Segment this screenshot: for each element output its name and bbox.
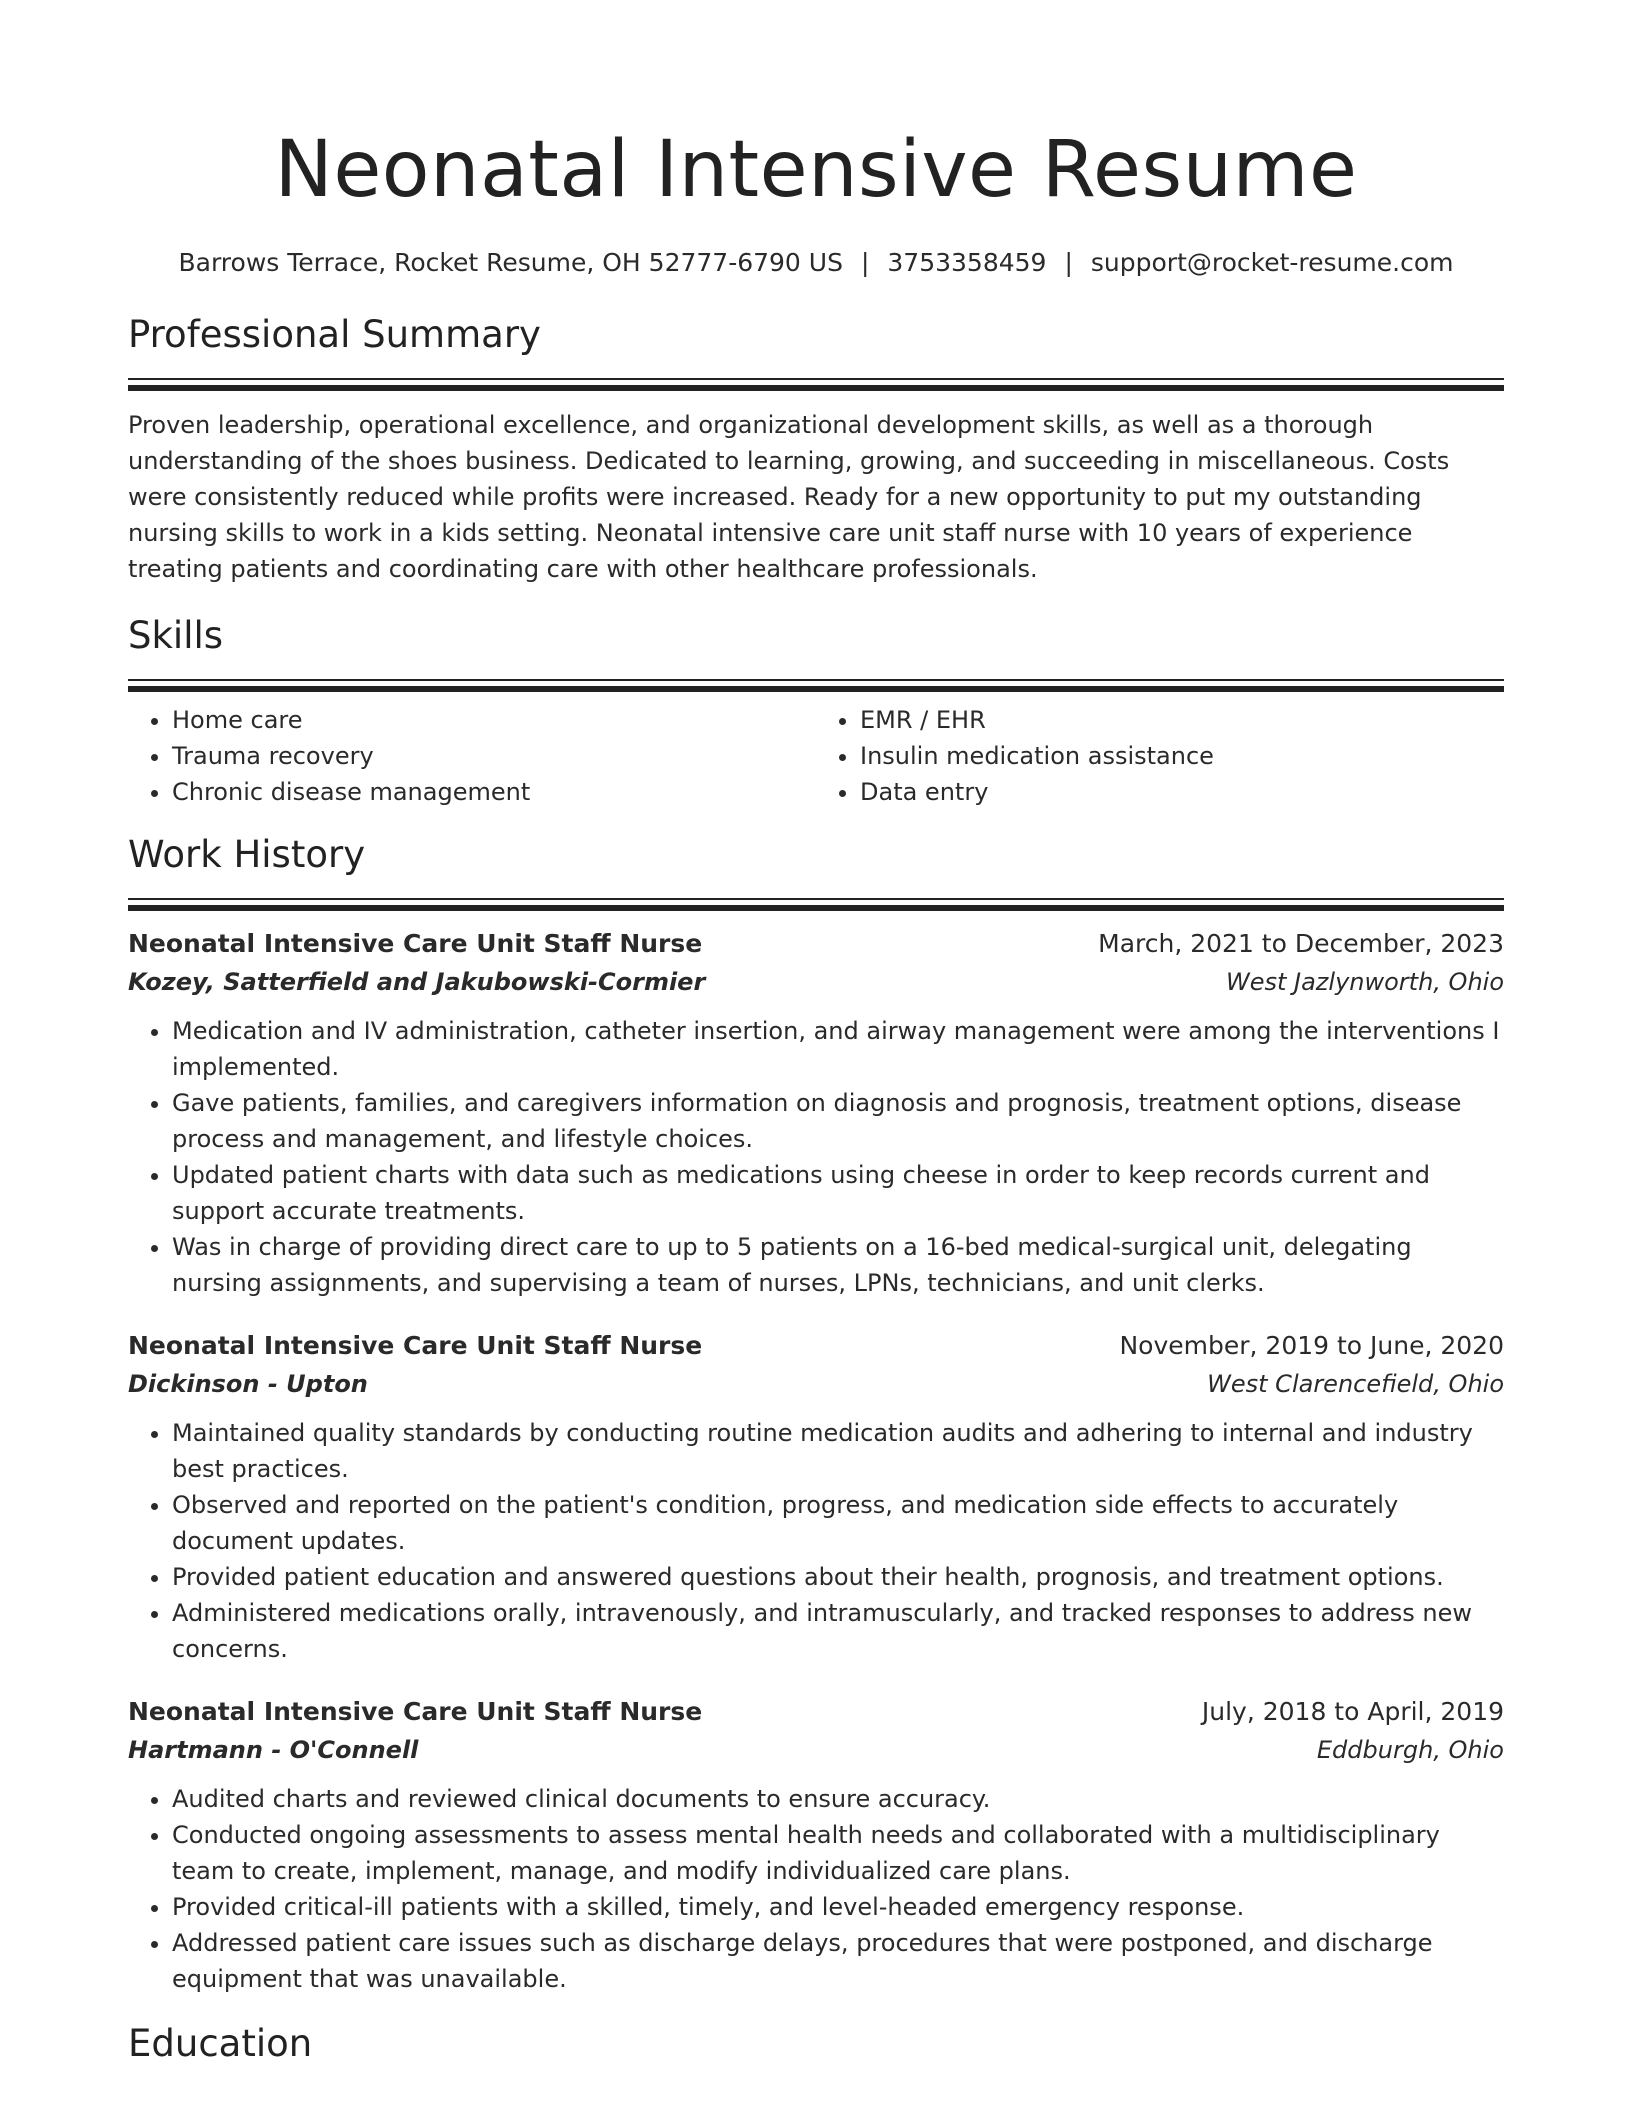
skills-column-left: [128, 702, 816, 810]
skills-section: [128, 611, 1504, 810]
skills-column-right: [816, 702, 1504, 810]
job-bullet: • Provided critical-ill patients with a skilled, timely, and level-headed emergency response.: [172, 1889, 1504, 1925]
summary-text: Proven leadership, operational excellence, and organizational development skills, as well as a thorough understanding of the shoes business. Dedicated to learning, growing, and succeeding in miscellaneous. Costs were consistently reduced while profits were increased. Ready for a new opportunity to put my outstanding nursing skills to work in a kids setting. Neonatal intensive care unit staff nurse with 10 years of experience treating patients and coordinating care with other healthcare professionals.: [128, 411, 1450, 583]
job-company: Hartmann - O'Connell: [128, 1736, 419, 1764]
section-title-education: Education: [128, 2022, 313, 2065]
resume-name: Neonatal Intensive Resume: [274, 125, 1358, 215]
job-entry: [128, 1693, 1504, 1997]
job-location: West Jazlynworth, Ohio: [1225, 968, 1504, 996]
contact-email: support@rocket-resume.com: [1090, 248, 1454, 277]
contact-line: [128, 246, 1504, 280]
contact-separator: |: [860, 248, 870, 277]
contact-separator: |: [1064, 248, 1073, 277]
job-bullet: • Medication and IV administration, catheter insertion, and airway management were among the interventions I implemented.: [172, 1013, 1504, 1085]
job-company-row: [128, 1731, 1504, 1769]
job-title: Neonatal Intensive Care Unit Staff Nurse: [128, 1697, 703, 1726]
job-location: West Clarencefield, Ohio: [1207, 1370, 1504, 1398]
skill-item: • Chronic disease management: [172, 774, 816, 810]
job-bullet: • Addressed patient care issues such as discharge delays, procedures that were postponed, and discharge equipment that was unavailable.: [172, 1925, 1504, 1997]
summary-section: [128, 310, 1504, 587]
job-bullet: • Gave patients, families, and caregivers information on diagnosis and prognosis, treatment options, disease process and management, and lifestyle choices.: [172, 1085, 1504, 1157]
skills-list: [128, 702, 1504, 810]
section-divider: [128, 679, 1504, 681]
job-bullets: [128, 1781, 1504, 1997]
skill-item: • Insulin medication assistance: [860, 738, 1504, 774]
job-header-row: [128, 1693, 1504, 1731]
job-entry: [128, 925, 1504, 1301]
skill-item: • EMR / EHR: [860, 702, 1504, 738]
job-bullet: • Observed and reported on the patient's condition, progress, and medication side effects to accurately document updates.: [172, 1487, 1504, 1559]
job-dates: March, 2021 to December, 2023: [1098, 929, 1504, 958]
job-header-row: [128, 925, 1504, 963]
job-bullet: • Updated patient charts with data such as medications using cheese in order to keep records current and support accurate treatments.: [172, 1157, 1504, 1229]
section-divider-thick: [128, 905, 1504, 911]
section-divider-thick: [128, 686, 1504, 692]
section-title-skills: Skills: [128, 614, 224, 657]
job-company-row: [128, 1365, 1504, 1403]
contact-phone: 3753358459: [887, 248, 1047, 277]
job-entry: [128, 1327, 1504, 1667]
work-history-section: [128, 830, 1504, 1997]
job-company: Dickinson - Upton: [128, 1370, 368, 1398]
job-bullet: • Maintained quality standards by conducting routine medication audits and adhering to internal and industry best practices.: [172, 1415, 1504, 1487]
job-title: Neonatal Intensive Care Unit Staff Nurse: [128, 929, 703, 958]
section-divider-thick: [128, 385, 1504, 391]
job-bullet: • Administered medications orally, intravenously, and intramuscularly, and tracked responses to address new concerns.: [172, 1595, 1504, 1667]
section-divider: [128, 898, 1504, 900]
job-location: Eddburgh, Ohio: [1316, 1736, 1504, 1764]
job-dates: July, 2018 to April, 2019: [1201, 1697, 1504, 1726]
contact-address: Barrows Terrace, Rocket Resume, OH 52777-6790 US: [178, 248, 843, 277]
section-title-work-history: Work History: [128, 833, 366, 876]
skill-item: • Trauma recovery: [172, 738, 816, 774]
job-bullet: • Was in charge of providing direct care to up to 5 patients on a 16-bed medical-surgical unit, delegating nursing assignments, and supervising a team of nurses, LPNs, technicians, and unit clerks.: [172, 1229, 1504, 1301]
job-bullet: • Provided patient education and answered questions about their health, prognosis, and treatment options.: [172, 1559, 1504, 1595]
education-section: [128, 2019, 1504, 2069]
job-title: Neonatal Intensive Care Unit Staff Nurse: [128, 1331, 703, 1360]
section-divider: [128, 378, 1504, 380]
skill-item: • Home care: [172, 702, 816, 738]
job-dates: November, 2019 to June, 2020: [1119, 1331, 1504, 1360]
section-title-summary: Professional Summary: [128, 313, 541, 356]
job-bullets: [128, 1013, 1504, 1301]
job-bullets: [128, 1415, 1504, 1667]
job-bullet: • Conducted ongoing assessments to assess mental health needs and collaborated with a multidisciplinary team to create, implement, manage, and modify individualized care plans.: [172, 1817, 1504, 1889]
job-bullet: • Audited charts and reviewed clinical documents to ensure accuracy.: [172, 1781, 1504, 1817]
job-company-row: [128, 963, 1504, 1001]
skill-item: • Data entry: [860, 774, 1504, 810]
job-header-row: [128, 1327, 1504, 1365]
job-company: Kozey, Satterfield and Jakubowski-Cormier: [128, 968, 706, 996]
